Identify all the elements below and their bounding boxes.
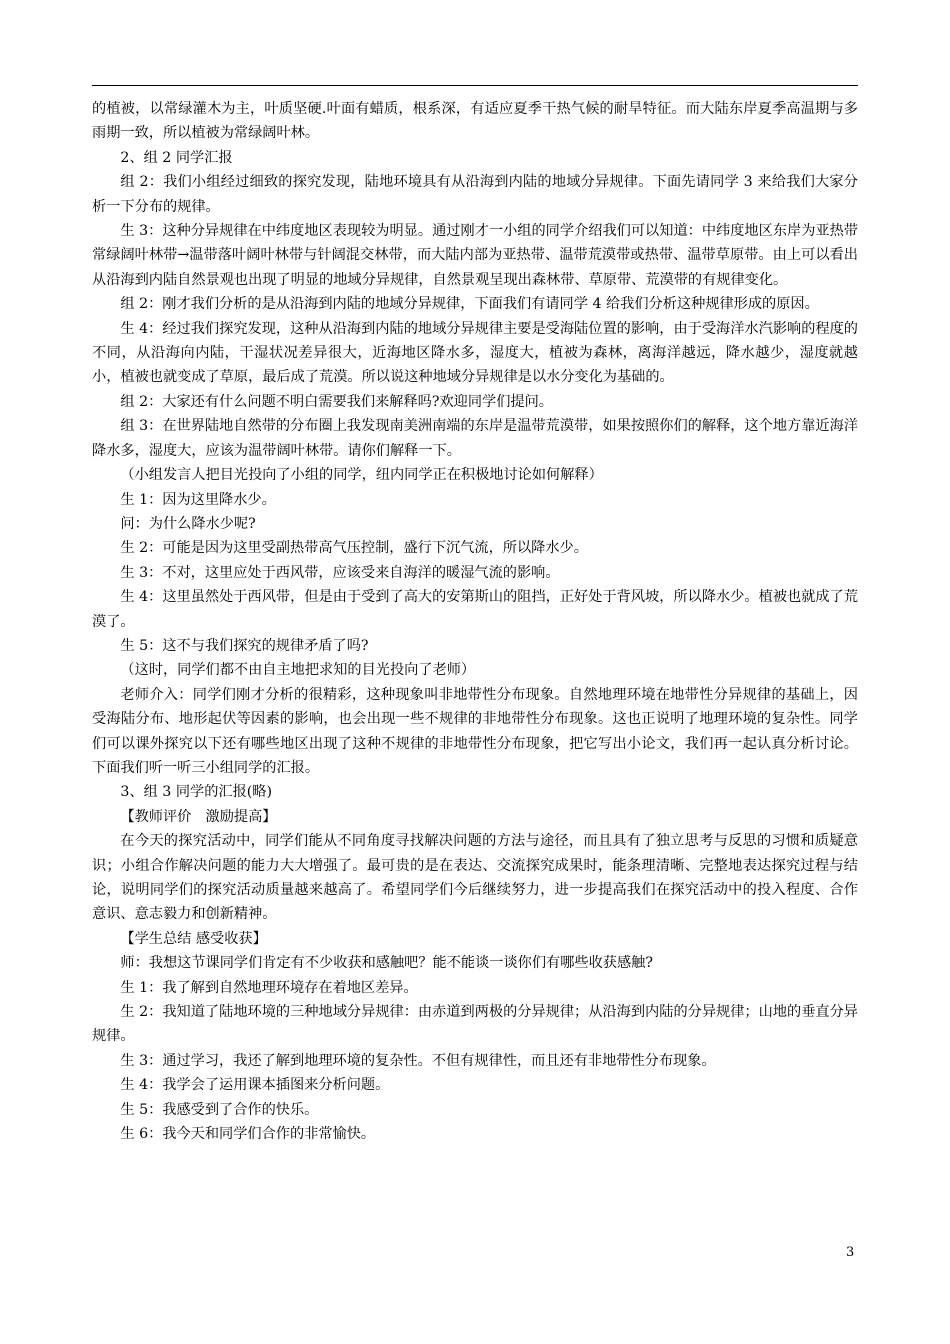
page-number: 3 [846, 1245, 855, 1260]
paragraph: 组 2：我们小组经过细致的探究发现，陆地环境具有从沿海到内陆的地域分异规律。下面先请同学 3 来给我们大家分析一下分布的规律。 [92, 174, 858, 215]
paragraph: 师：我想这节课同学们肯定有不少收获和感触吧？能不能谈一谈你们有哪些收获感触? [120, 955, 653, 972]
paragraph: 【教师评价 激励提高】 [120, 808, 277, 825]
paragraph: 【学生总结 感受收获】 [120, 930, 267, 947]
paragraph: 生 2：可能是因为这里受副热带高气压控制，盛行下沉气流，所以降水少。 [120, 540, 588, 557]
paragraph: 组 2：刚才我们分析的是从沿海到内陆的地域分异规律，下面我们有请同学 4 给我们分析这种规律形成的原因。 [120, 296, 819, 313]
paragraph: 老师介入：同学们刚才分析的很精彩，这种现象叫非地带性分布现象。自然地理环境在地带性分异规律的基础上，因受海陆分布、地形起伏等因素的影响，也会出现一些不规律的非地带性分布现象。这也正说明了地理环境的复杂性。同学们可以课外探究以下还有哪些地区出现了这种不规律的非地带性分布现象，把它写出小论文，我们再一起认真分析讨论。下面我们听一听三小组同学的汇报。 [92, 686, 858, 776]
paragraph: 生 3：这种分异规律在中纬度地区表现较为明显。通过刚才一小组的同学介绍我们可以知道：中纬度地区东岸为亚热带常绿阔叶林带→温带落叶阔叶林带与针阔混交林带，而大陆内部为亚热带、温带荒漠带或热带、温带草原带。由上可以看出从沿海到内陆自然景观也出现了明显的地域分异规律，自然景观呈现出森林带、草原带、荒漠带的有规律变化。 [92, 223, 858, 288]
paragraph: 生 3：通过学习，我还了解到地理环境的复杂性。不但有规律性，而且还有非地带性分布现象。 [120, 1052, 716, 1069]
document-body [92, 97, 858, 1146]
paragraph: 的植被，以常绿灌木为主，叶质坚硬.叶面有蜡质，根系深，有适应夏季干热气候的耐旱特征。而大陆东岸夏季高温期与多雨期一致，所以植被为常绿阔叶林。 [92, 101, 858, 142]
paragraph: 生 1：我了解到自然地理环境存在着地区差异。 [120, 979, 418, 996]
paragraph: （小组发言人把目光投向了小组的同学，纽内同学正在积极地讨论如何解释） [120, 467, 603, 484]
paragraph: 生 5：我感受到了合作的快乐。 [120, 1101, 319, 1118]
paragraph: （这时，同学们都不由自主地把求知的目光投向了老师） [120, 662, 476, 679]
paragraph: 在今天的探究活动中，同学们能从不同角度寻找解决问题的方法与途径，而且具有了独立思考与反思的习惯和质疑意识；小组合作解决问题的能力大大增强了。最可贵的是在表达、交流探究成果时，能条理清晰、完整地表达探究过程与结论，说明同学们的探究活动质量越来越高了。希望同学们今后继续努力，进一步提高我们在探究活动中的投入程度、合作意识、意志毅力和创新精神。 [92, 833, 858, 923]
header-rule [92, 85, 858, 86]
paragraph: 2、组 2 同学汇报 [120, 149, 233, 166]
paragraph: 组 3：在世界陆地自然带的分布圈上我发现南美洲南端的东岸是温带荒漠带，如果按照你们的解释，这个地方靠近海洋降水多，湿度大，应该为温带阔叶林带。请你们解释一下。 [92, 418, 858, 459]
paragraph: 生 4：经过我们探究发现，这种从沿海到内陆的地域分异规律主要是受海陆位置的影响，由于受海洋水汽影响的程度的不同，从沿海向内陆，干湿状况差异很大，近海地区降水多，湿度大，植被为森林，离海洋越远，降水越少，湿度就越小，植被也就变成了草原，最后成了荒漠。所以说这种地域分异规律是以水分变化为基础的。 [92, 320, 858, 386]
paragraph: 生 6：我今天和同学们合作的非常愉快。 [120, 1126, 376, 1143]
paragraph: 组 2：大家还有什么问题不明白需要我们来解释吗?欢迎同学们提问。 [120, 393, 553, 410]
paragraph: 生 2：我知道了陆地环境的三种地域分异规律：由赤道到两极的分异规律；从沿海到内陆的分异规律；山地的垂直分异规律。 [92, 1004, 858, 1045]
paragraph: 生 1：因为这里降水少。 [120, 491, 276, 508]
paragraph: 生 4：我学会了运用课本插图来分析问题。 [120, 1077, 390, 1094]
paragraph: 3、组 3 同学的汇报(略) [120, 784, 273, 801]
paragraph: 生 3：不对，这里应处于西风带，应该受来自海洋的暖湿气流的影响。 [120, 564, 560, 581]
paragraph: 问：为什么降水少呢? [120, 515, 256, 532]
paragraph: 生 5：这不与我们探究的规律矛盾了吗? [120, 637, 369, 654]
paragraph: 生 4：这里虽然处于西风带，但是由于受到了高大的安第斯山的阻挡，正好处于背风坡，所以降水少。植被也就成了荒漠了。 [92, 589, 858, 630]
